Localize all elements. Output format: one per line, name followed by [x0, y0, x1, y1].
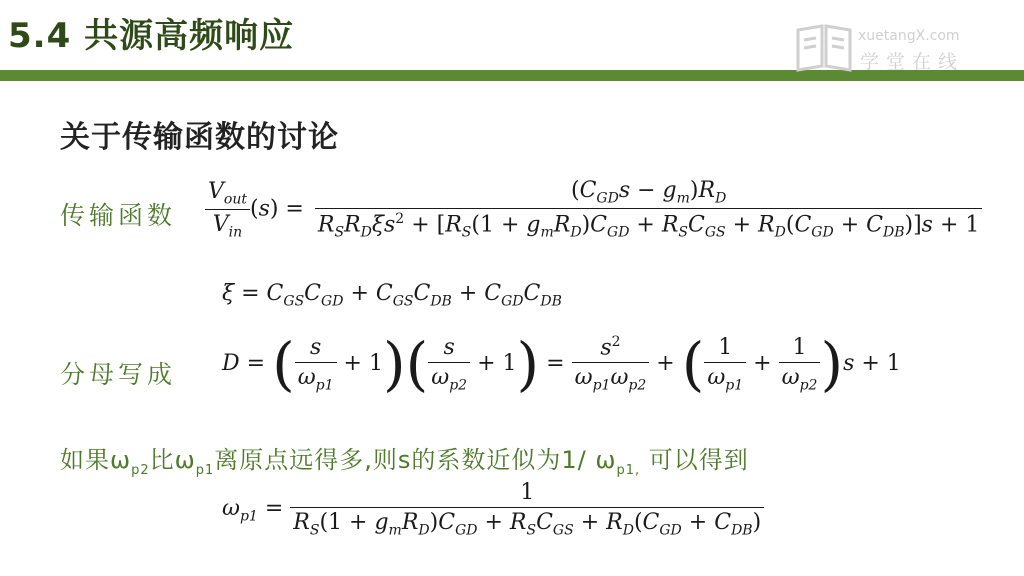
- lhs-fraction: $\frac{V_{out}}{V_{in}}$: [205, 179, 250, 241]
- denominator-label: 分母写成: [60, 360, 177, 389]
- approximation-condition: 如果$\omega_{p2}$比$\omega_{p1}$离原点远得多,则s的系数近似为1/ $\omega_{p1,}$ 可以得到: [60, 446, 749, 478]
- book-logo-icon: [794, 22, 854, 72]
- denominator-equation: D = ( $\frac{s}{\omega_{p1}}$ + 1)( $\frac{s}{\omega_{p2}}$ + 1) = $\frac{s^2}{\omega_{p1}\omega_{p2}}$ + ( $\frac{1}{\omega_{p1}}$ + $\frac{1}{\omega_{p2}}$ )s + 1: [222, 329, 901, 398]
- xuetangx-logo: [794, 22, 984, 72]
- transfer-function-label: 传输函数: [60, 201, 177, 230]
- xi-equation: $\xi = C_{GS}C_{GD} + C_{GS}C_{DB} + C_{GD}C_{DB}$: [222, 281, 562, 310]
- section-subtitle: 关于传输函数的讨论: [60, 120, 339, 155]
- logo-domain-text: xuetangX.com: [858, 28, 960, 44]
- logo-chinese-text: 学堂在线: [860, 51, 965, 73]
- transfer-function-equation: $\frac{V_{out}}{V_{in}}$ (s) = $\frac{(C_{GD}s - g_m)R_D}{R_SR_D\xi s^2 + [R_S(1 + g_mR_D)C_{GD} + R_SC_{GS} + R_D(C_{GD} + C_{DB})]s + 1}$: [205, 178, 982, 241]
- dominant-pole-equation: $\omega_{p1}$ = $\frac{1}{R_S(1 + g_mR_D)C_{GD} + R_SC_{GS} + R_D(C_{GD} + C_{DB})}$: [222, 480, 764, 538]
- rhs-fraction: $\frac{(C_{GD}s - g_m)R_D}{R_SR_D\xi s^2 + [R_S(1 + g_mR_D)C_{GD} + R_SC_{GS} + R_D(C_{GD} + C_{DB})]s + 1}$: [315, 178, 983, 241]
- dominant-pole-fraction: $\frac{1}{R_S(1 + g_mR_D)C_{GD} + R_SC_{GS} + R_D(C_{GD} + C_{DB})}$: [290, 480, 764, 538]
- page-title: 5.4 共源高频响应: [8, 16, 295, 56]
